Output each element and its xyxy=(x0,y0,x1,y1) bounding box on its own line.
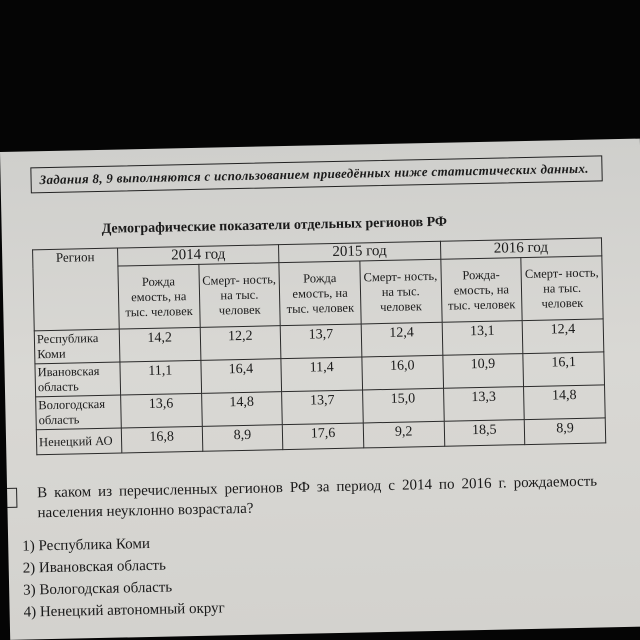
subheader-birth-2016: Рожда- емость, на тыс. человек xyxy=(440,258,522,323)
option-1[interactable]: 1) Республика Коми xyxy=(22,535,151,555)
answer-options xyxy=(22,525,524,623)
value-cell: 15,0 xyxy=(362,388,443,423)
option-2[interactable]: 2) Ивановская область xyxy=(22,557,166,577)
year-header-2015: 2015 год xyxy=(279,241,441,262)
value-cell: 17,6 xyxy=(282,423,363,450)
value-cell: 14,8 xyxy=(201,392,282,427)
value-cell: 12,4 xyxy=(522,319,603,354)
region-cell: Вологодская область xyxy=(36,395,122,430)
year-header-2014: 2014 год xyxy=(117,245,279,266)
subheader-birth-2014: Рожда емость, на тыс. человек xyxy=(118,264,200,329)
subheader-birth-2015: Рожда емость, на тыс. человек xyxy=(279,261,361,326)
value-cell: 16,8 xyxy=(121,426,202,453)
option-3[interactable]: 3) Вологодская область xyxy=(23,579,173,599)
table-subheader-row xyxy=(33,256,603,331)
task-notice: Задания 8, 9 выполняются с использованием приведённых ниже статистических данных. xyxy=(30,155,602,193)
value-cell: 18,5 xyxy=(444,420,525,447)
year-header-2016: 2016 год xyxy=(440,238,602,259)
value-cell: 13,7 xyxy=(282,390,363,425)
question-text: В каком из перечисленных регионов РФ за период с 2014 по 2016 г. рождаемость населения неуклонно возрастала? xyxy=(36,473,598,522)
value-cell: 16,1 xyxy=(523,352,604,387)
value-cell: 12,4 xyxy=(361,322,442,357)
value-cell: 13,6 xyxy=(120,393,201,428)
paper-sheet xyxy=(0,139,640,640)
value-cell: 13,3 xyxy=(443,387,524,422)
subheader-death-2014: Смерт- ность, на тыс. человек xyxy=(198,263,280,328)
value-cell: 13,1 xyxy=(442,321,523,356)
value-cell: 11,4 xyxy=(281,357,362,392)
region-cell: Республика Коми xyxy=(34,329,120,364)
subheader-death-2015: Смерт- ность, на тыс. человек xyxy=(360,259,442,324)
region-cell: Ненецкий АО xyxy=(36,428,121,455)
value-cell: 10,9 xyxy=(442,354,523,389)
value-cell: 14,8 xyxy=(524,385,605,420)
value-cell: 9,2 xyxy=(363,421,444,448)
demographics-table xyxy=(32,237,606,455)
value-cell: 13,7 xyxy=(280,324,361,359)
region-cell: Ивановская область xyxy=(35,362,121,397)
subheader-death-2016: Смерт- ность, на тыс. человек xyxy=(521,256,603,321)
value-cell: 16,4 xyxy=(200,359,281,394)
value-cell: 12,2 xyxy=(200,326,281,361)
value-cell: 8,9 xyxy=(202,425,283,452)
table-title: Демографические показатели отдельных регионов РФ xyxy=(101,214,448,237)
region-header: Регион xyxy=(33,248,120,331)
value-cell: 8,9 xyxy=(524,418,605,445)
value-cell: 16,0 xyxy=(362,355,443,390)
answer-box[interactable] xyxy=(1,488,17,508)
option-4[interactable]: 4) Ненецкий автономный округ xyxy=(23,600,225,621)
value-cell: 11,1 xyxy=(120,360,201,395)
value-cell: 14,2 xyxy=(119,327,200,362)
